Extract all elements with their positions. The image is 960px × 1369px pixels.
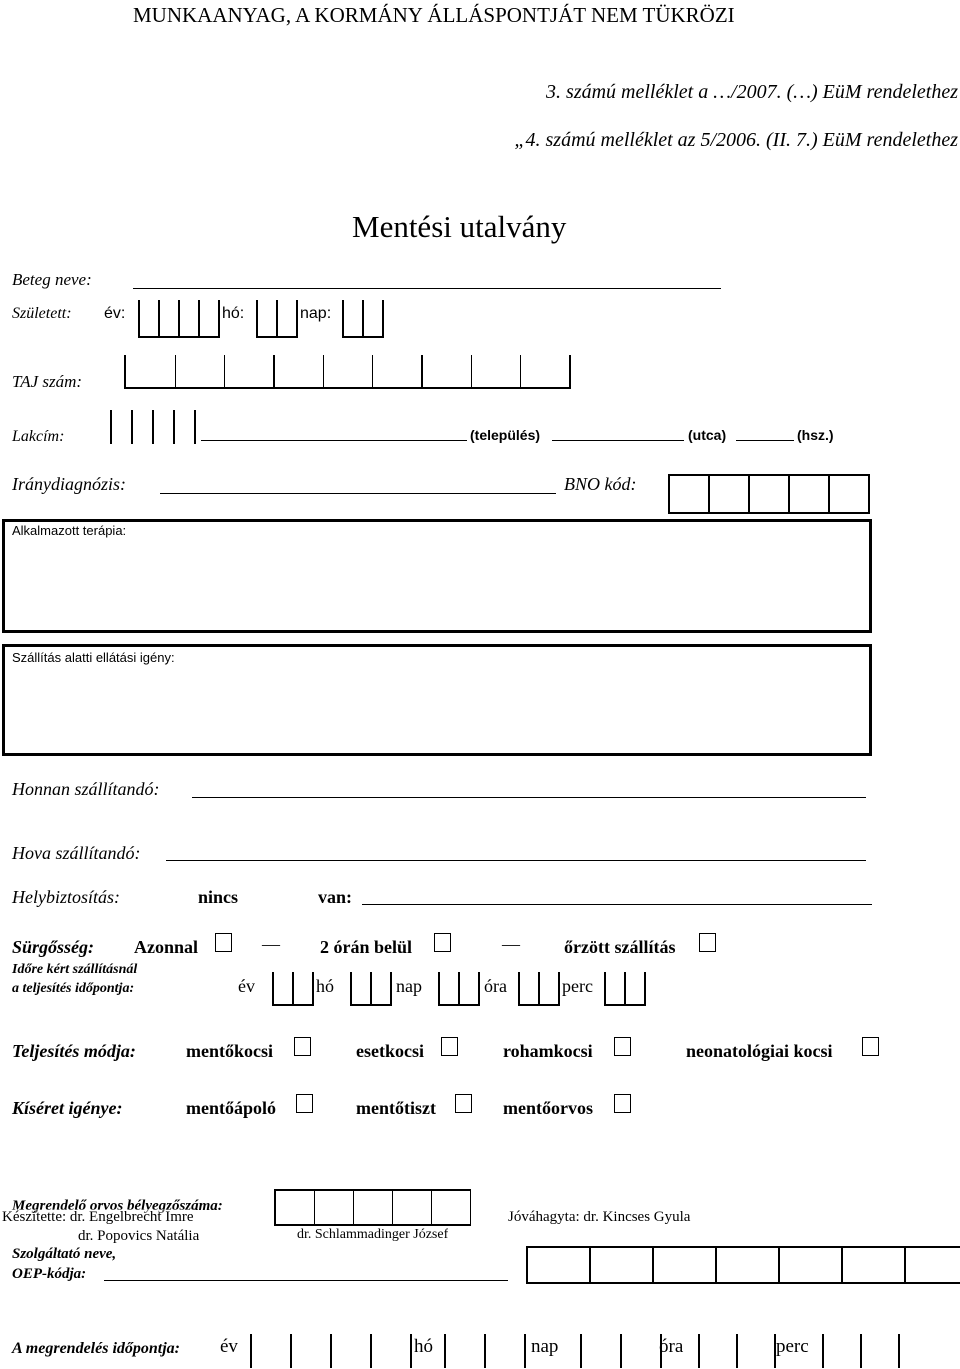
page-title: Mentési utalvány (352, 209, 567, 244)
therapy-box[interactable] (2, 519, 872, 633)
mode-option-rapid-car: rohamkocsi (503, 1041, 593, 1061)
order-hour-label: óra (659, 1336, 684, 1357)
scheduled-day-label: nap (396, 976, 422, 996)
escort-option-officer: mentőtiszt (356, 1098, 436, 1118)
from-label: Honnan szállítandó: (12, 779, 160, 799)
born-day-boxes[interactable] (342, 300, 384, 338)
from-line[interactable] (192, 797, 866, 798)
mode-ambulance-checkbox[interactable] (294, 1037, 311, 1056)
born-label: Született: (12, 305, 72, 322)
order-minute-label: perc (776, 1336, 809, 1357)
transport-care-box[interactable] (2, 644, 872, 756)
transport-care-label: Szállítás alatti ellátási igény: (12, 650, 175, 665)
patient-name-label: Beteg neve: (12, 270, 92, 289)
escort-label: Kíséret igénye: (12, 1098, 123, 1118)
order-year-boxes[interactable] (250, 1334, 412, 1368)
postal-code-boxes[interactable] (110, 410, 196, 444)
urgency-dash-1: — (262, 934, 280, 954)
annex-line-1: 3. számú melléklet a …/2007. (…) EüM rendelethez (546, 81, 958, 103)
urgency-guarded-checkbox[interactable] (699, 933, 716, 952)
escort-officer-checkbox[interactable] (455, 1094, 472, 1113)
reservation-yes[interactable]: van: (318, 887, 353, 907)
provider-name-label: Szolgáltató neve, (12, 1246, 117, 1262)
order-month-boxes[interactable] (444, 1334, 526, 1368)
order-minute-boxes[interactable] (822, 1334, 900, 1368)
street-line[interactable] (552, 440, 684, 441)
born-day-label: nap: (300, 305, 332, 322)
urgency-guarded-label: őrzött szállítás (564, 937, 676, 957)
reservation-none[interactable]: nincs (198, 887, 239, 907)
urgency-2h-label: 2 órán belül (320, 937, 413, 957)
diagnosis-label: Iránydiagnózis: (12, 474, 126, 494)
order-hour-boxes[interactable] (698, 1334, 776, 1368)
reservation-line[interactable] (362, 904, 872, 905)
house-no-label: (hsz.) (797, 427, 834, 443)
scheduled-label-1: Időre kért szállításnál (12, 962, 138, 977)
annex-line-2: „4. számú melléklet az 5/2006. (II. 7.) EüM rendelethez (514, 129, 958, 151)
settlement-label: (település) (470, 427, 541, 443)
prepared-by: Készítette: dr. Engelbrecht Imre (2, 1209, 194, 1225)
draft-notice: MUNKAANYAG, A KORMÁNY ÁLLÁSPONTJÁT NEM TÜKRÖZI (133, 3, 735, 27)
bno-boxes[interactable] (668, 474, 870, 514)
ordering-doctor-boxes[interactable] (274, 1189, 471, 1226)
mode-neonatal-car-checkbox[interactable] (862, 1037, 879, 1056)
scheduled-minute-boxes[interactable] (604, 972, 646, 1006)
scheduled-day-boxes[interactable] (438, 972, 480, 1006)
scheduled-year-label: év (238, 976, 255, 996)
scheduled-minute-label: perc (562, 976, 593, 996)
born-year-label: év: (104, 305, 126, 322)
oep-code-boxes[interactable] (526, 1246, 960, 1284)
scheduled-month-boxes[interactable] (350, 972, 392, 1006)
approved-by: Jóváhagyta: dr. Kincses Gyula (508, 1209, 691, 1225)
scheduled-label-2: a teljesítés időpontja: (12, 981, 135, 996)
born-month-label: hó: (222, 305, 245, 322)
mode-case-car-checkbox[interactable] (441, 1037, 458, 1056)
address-label: Lakcím: (12, 428, 65, 445)
urgency-2h-checkbox[interactable] (434, 933, 451, 952)
born-month-boxes[interactable] (256, 300, 298, 338)
urgency-immediate-checkbox[interactable] (215, 933, 232, 952)
order-year-label: év (220, 1336, 238, 1357)
scheduled-year-boxes[interactable] (272, 972, 314, 1006)
order-month-label: hó (414, 1336, 433, 1357)
scheduled-month-label: hó (316, 976, 334, 996)
order-day-boxes[interactable] (580, 1334, 662, 1368)
diagnosis-line[interactable] (160, 493, 556, 494)
therapy-label: Alkalmazott terápia: (12, 523, 127, 538)
escort-doctor-checkbox[interactable] (614, 1094, 631, 1113)
taj-boxes[interactable] (124, 355, 571, 389)
taj-label: TAJ szám: (12, 372, 83, 391)
scheduled-hour-label: óra (484, 976, 507, 996)
house-no-line[interactable] (736, 440, 794, 441)
street-label: (utca) (688, 427, 727, 443)
oep-code-label: OEP-kódja: (12, 1266, 87, 1282)
to-label: Hova szállítandó: (12, 843, 141, 863)
urgency-dash-2: — (502, 934, 520, 954)
mode-rapid-car-checkbox[interactable] (614, 1037, 631, 1056)
bno-label: BNO kód: (564, 474, 637, 494)
prepared-by-2: dr. Popovics Natália (78, 1228, 200, 1244)
escort-option-nurse: mentőápoló (186, 1098, 276, 1118)
to-line[interactable] (166, 860, 866, 861)
settlement-line[interactable] (201, 440, 467, 441)
order-day-label: nap (531, 1336, 559, 1357)
patient-name-line[interactable] (133, 288, 721, 289)
scheduled-hour-boxes[interactable] (518, 972, 560, 1006)
urgency-immediate-label: Azonnal (134, 937, 199, 957)
escort-nurse-checkbox[interactable] (296, 1094, 313, 1113)
mode-option-ambulance: mentőkocsi (186, 1041, 273, 1061)
ordering-doctor-label: Megrendelő orvos bélyegzőszáma: (12, 1198, 223, 1214)
urgency-label: Sürgősség: (12, 937, 95, 957)
prepared-by-3: dr. Schlammadinger József (297, 1227, 449, 1241)
order-time-label: A megrendelés időpontja: (12, 1340, 180, 1357)
born-year-boxes[interactable] (138, 300, 220, 338)
reservation-label: Helybiztosítás: (12, 887, 120, 907)
provider-line[interactable] (104, 1280, 508, 1281)
escort-option-doctor: mentőorvos (503, 1098, 593, 1118)
mode-label: Teljesítés módja: (12, 1041, 136, 1061)
mode-option-case-car: esetkocsi (356, 1041, 424, 1061)
mode-option-neonatal-car: neonatológiai kocsi (686, 1041, 833, 1061)
